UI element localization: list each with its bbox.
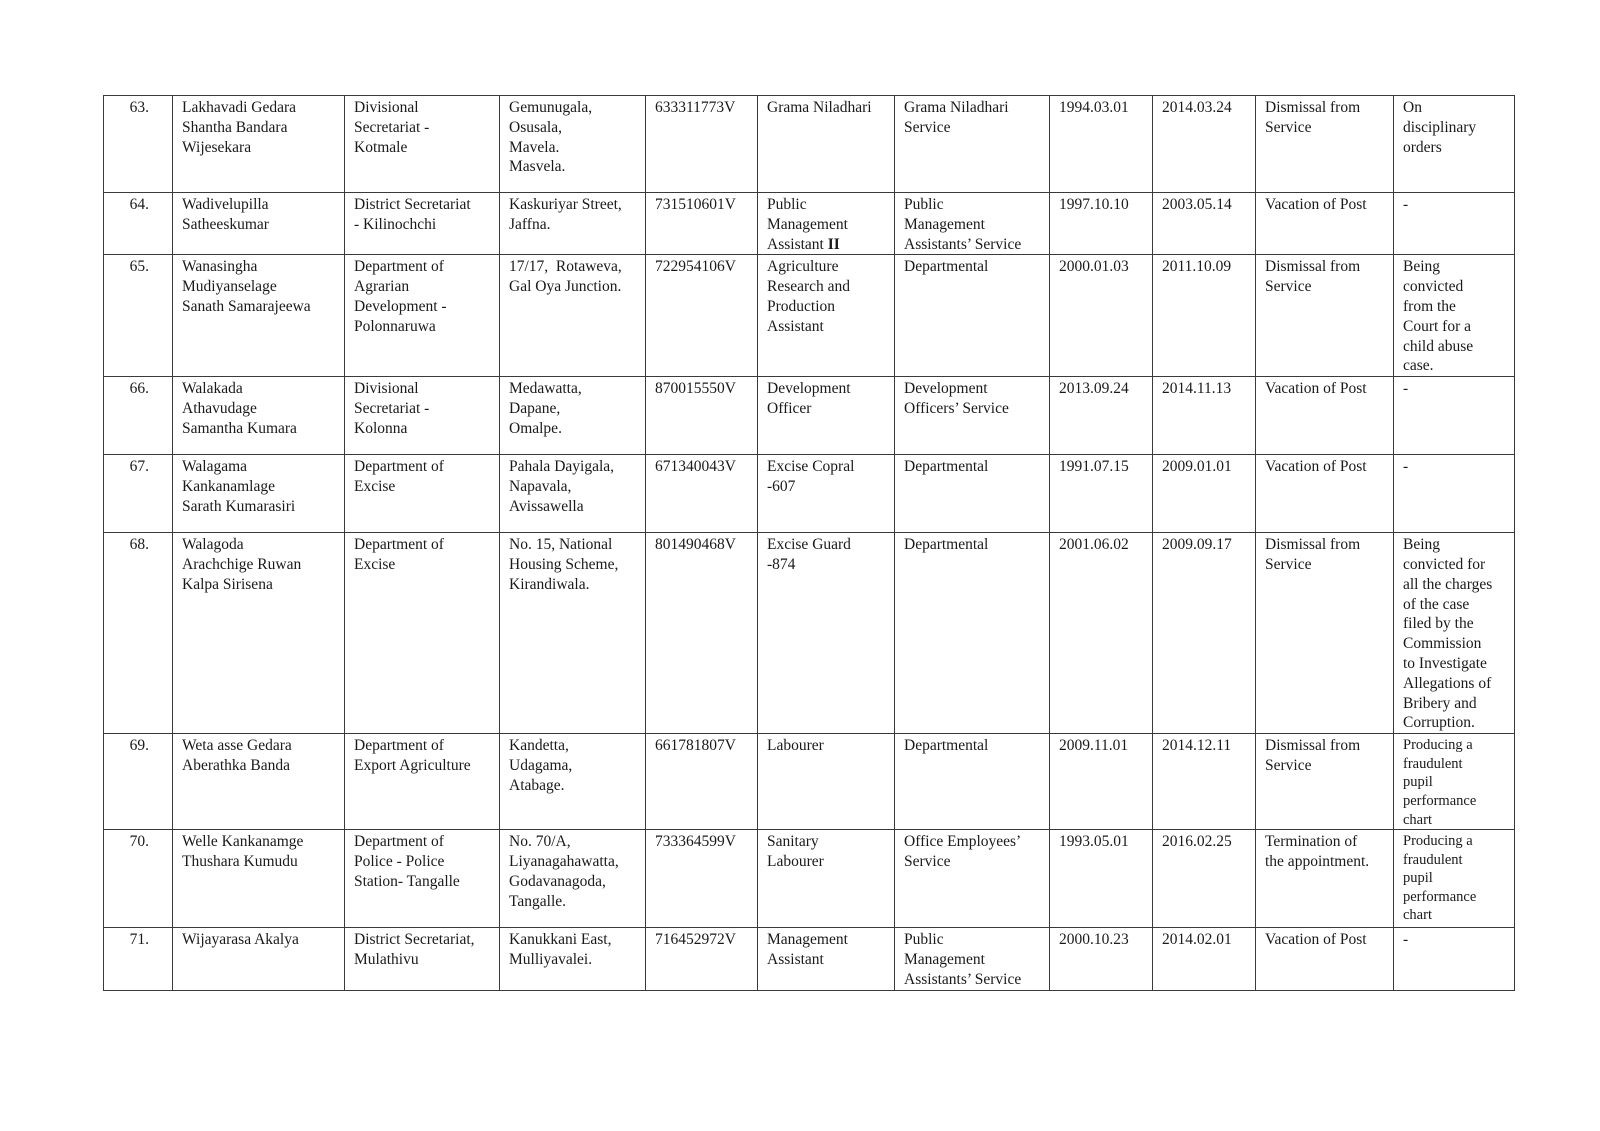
cell-line: Divisional [354,380,419,398]
cell-line: Pahala Dayigala, [509,458,615,476]
cell-line: Satheeskumar [182,215,269,233]
cell-line: Excise [354,477,396,495]
cell-line: -874 [767,555,796,573]
cell-line: Service [1265,555,1312,573]
cell-line: Agriculture [767,258,839,276]
cell-line: Departmental [904,258,989,276]
reason-cell [1394,928,1515,990]
action-cell [1256,255,1394,377]
cell-line: child abuse [1403,337,1474,355]
table-row [104,928,1515,990]
cell-line: Assistants’ Service [904,970,1022,988]
cell-line: chart [1403,811,1432,828]
cell-line: of the case [1403,595,1470,613]
cell-line: Producing a [1403,737,1473,754]
cell-line: fraudulent [1403,851,1463,868]
table-row [104,830,1515,928]
cell-line: Masvela. [509,158,566,176]
cell-line: Mavela. [509,138,560,156]
service-cell [895,96,1050,193]
nic-cell: 633311773V [646,96,758,193]
cell-line: Agrarian [354,278,410,296]
cell-line: Production [767,297,836,315]
cell-line: Atabage. [509,776,565,794]
cell-line: Udagama, [509,756,573,774]
cell-line: Kirandiwala. [509,575,590,593]
cell-line: Kankanamlage [182,477,275,495]
cell-line: Mudiyanselage [182,278,277,296]
name-cell [173,533,345,734]
effective-date-cell: 2014.03.24 [1153,96,1256,193]
reason-cell [1394,255,1515,377]
office-cell [345,830,500,928]
cell-line: Department of [354,737,444,755]
row-number-cell: 71. [104,928,173,990]
cell-line: Secretariat - [354,399,430,417]
appointment-date-cell: 2013.09.24 [1050,377,1153,455]
office-cell [345,928,500,990]
records-table [103,95,1515,991]
reason-cell [1394,455,1515,533]
cell-line: Secretariat - [354,118,430,136]
office-cell [345,734,500,830]
cell-line: Avissawella [509,497,584,515]
cell-line: from the [1403,297,1456,315]
name-cell [173,830,345,928]
cell-line: Excise [354,555,396,573]
cell-line: Department of [354,258,444,276]
cell-line: Departmental [904,458,989,476]
cell-line: - [1403,931,1409,949]
cell-line: Assistant [767,950,824,968]
table-row [104,255,1515,377]
action-cell [1256,193,1394,255]
cell-line: Department of [354,536,444,554]
action-cell [1256,734,1394,830]
cell-line: Medawatta, [509,380,582,398]
nic-cell: 731510601V [646,193,758,255]
cell-line: Tangalle. [509,892,567,910]
effective-date-cell: 2014.02.01 [1153,928,1256,990]
cell-line: Labourer [767,852,824,870]
effective-date-cell: 2014.11.13 [1153,377,1256,455]
cell-line: Service [904,852,951,870]
cell-line: Being [1403,536,1441,554]
action-cell [1256,928,1394,990]
cell-line: Office Employees’ [904,833,1022,851]
cell-line: convicted [1403,278,1464,296]
document-page [103,95,1514,991]
cell-line: Commission [1403,635,1482,653]
office-cell [345,255,500,377]
cell-line: Officers’ Service [904,399,1009,417]
effective-date-cell: 2009.09.17 [1153,533,1256,734]
cell-line: orders [1403,138,1442,156]
row-number-cell: 64. [104,193,173,255]
reason-cell [1394,830,1515,928]
cell-line: fraudulent [1403,755,1463,772]
cell-line: No. 15, National [509,536,613,554]
reason-cell [1394,533,1515,734]
cell-line: Godavanagoda, [509,872,606,890]
cell-line: Wadivelupilla [182,196,269,213]
cell-line: Allegations of [1403,674,1492,692]
address-cell [500,533,646,734]
cell-line: No. 70/A, [509,833,571,851]
cell-line: convicted for [1403,555,1486,573]
cell-line: Public [904,196,944,213]
action-cell [1256,830,1394,928]
effective-date-cell: 2016.02.25 [1153,830,1256,928]
cell-line: Gemunugala, [509,99,593,116]
table-row [104,734,1515,830]
cell-line: Kandetta, [509,737,569,755]
cell-line: performance [1403,792,1477,809]
cell-line: all the charges [1403,575,1493,593]
cell-line: - Kilinochchi [354,215,437,233]
cell-line: Department of [354,458,444,476]
cell-line: Assistant II [767,235,840,253]
action-cell [1256,96,1394,193]
cell-line: Wanasingha [182,258,258,276]
cell-line: Osusala, [509,118,562,136]
cell-line: Service [904,118,951,136]
cell-line: Department of [354,833,444,851]
cell-line: Dismissal from [1265,737,1361,755]
cell-line: Vacation of Post [1265,931,1367,949]
cell-line: Management [767,215,848,233]
nic-cell: 661781807V [646,734,758,830]
cell-line: Vacation of Post [1265,380,1367,398]
cell-line: Napavala, [509,477,572,495]
name-cell [173,928,345,990]
cell-line: Service [1265,278,1312,296]
cell-line: Export Agriculture [354,756,471,774]
cell-line: Mulathivu [354,950,419,968]
cell-line: the appointment. [1265,852,1370,870]
cell-line: Vacation of Post [1265,196,1367,213]
nic-cell: 671340043V [646,455,758,533]
cell-line: Sanitary [767,833,819,851]
cell-line: - [1403,196,1409,213]
appointment-date-cell: 2009.11.01 [1050,734,1153,830]
cell-line: case. [1403,357,1434,375]
cell-line: Mulliyavalei. [509,950,593,968]
table-row [104,533,1515,734]
cell-line: Research and [767,278,851,296]
row-number-cell: 69. [104,734,173,830]
reason-cell [1394,193,1515,255]
service-cell [895,193,1050,255]
cell-line: On [1403,99,1422,116]
cell-line: Welle Kankanamge [182,833,304,851]
address-cell [500,455,646,533]
cell-line: Bribery and [1403,694,1477,712]
row-number-cell: 70. [104,830,173,928]
service-cell [895,928,1050,990]
cell-line: Dismissal from [1265,258,1361,276]
reason-cell [1394,96,1515,193]
cell-line: Development [904,380,988,398]
cell-line: Arachchige Ruwan [182,555,302,573]
appointment-date-cell: 1997.10.10 [1050,193,1153,255]
cell-line: Gal Oya Junction. [509,278,622,296]
address-cell [500,734,646,830]
cell-line: Walakada [182,380,243,398]
cell-line: disciplinary [1403,118,1477,136]
address-cell [500,96,646,193]
action-cell [1256,533,1394,734]
nic-cell: 733364599V [646,830,758,928]
cell-line: Athavudage [182,399,257,417]
name-cell [173,377,345,455]
address-cell [500,193,646,255]
row-number-cell: 68. [104,533,173,734]
name-cell [173,193,345,255]
cell-line: Service [1265,118,1312,136]
cell-line: Assistant [767,317,824,335]
cell-line: pupil [1403,774,1433,791]
cell-line: District Secretariat, [354,931,475,949]
cell-line: pupil [1403,870,1433,887]
cell-line: Vacation of Post [1265,458,1367,476]
appointment-date-cell: 1994.03.01 [1050,96,1153,193]
cell-line: Dapane, [509,399,561,417]
cell-line: Development [767,380,851,398]
service-cell [895,533,1050,734]
cell-line: Walagoda [182,536,244,554]
cell-line: Kalpa Sirisena [182,575,273,593]
office-cell [345,96,500,193]
cell-line: - [1403,380,1409,398]
cell-line: Divisional [354,99,419,116]
cell-line: Management [904,215,985,233]
cell-line: Wijayarasa Akalya [182,931,299,949]
appointment-date-cell: 1993.05.01 [1050,830,1153,928]
name-cell [173,455,345,533]
row-number-cell: 67. [104,455,173,533]
post-cell [758,377,895,455]
service-cell [895,734,1050,830]
cell-line: Grama Niladhari [767,99,872,116]
appointment-date-cell: 2000.10.23 [1050,928,1153,990]
post-cell [758,96,895,193]
effective-date-cell: 2003.05.14 [1153,193,1256,255]
cell-line: Public [904,931,944,949]
cell-line: Station- Tangalle [354,872,460,890]
reason-cell [1394,734,1515,830]
cell-line: Development - [354,297,447,315]
cell-line: Thushara Kumudu [182,852,298,870]
service-cell [895,377,1050,455]
cell-line: Kaskuriyar Street, [509,196,622,213]
service-cell [895,255,1050,377]
cell-line: chart [1403,907,1432,924]
cell-line: Shantha Bandara [182,118,288,136]
cell-line: Liyanagahawatta, [509,852,619,870]
service-cell [895,830,1050,928]
address-cell [500,830,646,928]
cell-line: filed by the [1403,615,1474,633]
cell-line: Public [767,196,807,213]
cell-line: Producing a [1403,833,1473,850]
cell-line: District Secretariat [354,196,471,213]
address-cell [500,255,646,377]
row-number-cell: 63. [104,96,173,193]
cell-line: Departmental [904,737,989,755]
cell-line: Labourer [767,737,824,755]
cell-line: - [1403,458,1409,476]
row-number-cell: 65. [104,255,173,377]
appointment-date-cell: 1991.07.15 [1050,455,1153,533]
name-cell [173,96,345,193]
cell-line: Jaffna. [509,215,551,233]
office-cell [345,533,500,734]
cell-line: Walagama [182,458,248,476]
table-row [104,193,1515,255]
cell-line: 17/17, Rotaweva, [509,258,622,276]
cell-line: Management [904,950,985,968]
cell-line: Departmental [904,536,989,554]
table-row [104,96,1515,193]
cell-line: Kolonna [354,419,408,437]
service-cell [895,455,1050,533]
nic-cell: 716452972V [646,928,758,990]
cell-line: Service [1265,756,1312,774]
cell-line: Sanath Samarajeewa [182,297,311,315]
effective-date-cell: 2014.12.11 [1153,734,1256,830]
cell-line: Police - Police [354,852,445,870]
cell-line: Weta asse Gedara [182,737,292,755]
action-cell [1256,377,1394,455]
cell-line: Grama Niladhari [904,99,1009,116]
table-row [104,377,1515,455]
action-cell [1256,455,1394,533]
cell-line: Management [767,931,848,949]
cell-line: Corruption. [1403,714,1475,732]
nic-cell: 801490468V [646,533,758,734]
cell-line: -607 [767,477,796,495]
effective-date-cell: 2009.01.01 [1153,455,1256,533]
appointment-date-cell: 2001.06.02 [1050,533,1153,734]
cell-line: Officer [767,399,812,417]
cell-line: performance [1403,888,1477,905]
address-cell [500,377,646,455]
cell-line: Dismissal from [1265,536,1361,554]
cell-line: Lakhavadi Gedara [182,99,297,116]
cell-line: Sarath Kumarasiri [182,497,296,515]
post-cell [758,533,895,734]
cell-line: Excise Guard [767,536,851,554]
cell-line: Being [1403,258,1441,276]
cell-line: to Investigate [1403,654,1487,672]
cell-line: Polonnaruwa [354,317,436,335]
post-cell [758,734,895,830]
nic-cell: 870015550V [646,377,758,455]
cell-line: Wijesekara [182,138,252,156]
cell-line: Assistants’ Service [904,235,1022,253]
office-cell [345,193,500,255]
cell-line: Termination of [1265,833,1358,851]
cell-line: Samantha Kumara [182,419,297,437]
post-cell [758,193,895,255]
post-cell [758,455,895,533]
appointment-date-cell: 2000.01.03 [1050,255,1153,377]
row-number-cell: 66. [104,377,173,455]
effective-date-cell: 2011.10.09 [1153,255,1256,377]
reason-cell [1394,377,1515,455]
cell-line: Excise Copral [767,458,855,476]
name-cell [173,734,345,830]
post-cell [758,255,895,377]
office-cell [345,455,500,533]
table-row [104,455,1515,533]
office-cell [345,377,500,455]
address-cell [500,928,646,990]
cell-line: Kotmale [354,138,408,156]
nic-cell: 722954106V [646,255,758,377]
name-cell [173,255,345,377]
cell-line: Aberathka Banda [182,756,291,774]
cell-line: Kanukkani East, [509,931,612,949]
cell-line: Court for a [1403,317,1472,335]
cell-line: Dismissal from [1265,99,1361,116]
cell-line: Housing Scheme, [509,555,619,573]
cell-line: Omalpe. [509,419,562,437]
post-cell [758,830,895,928]
post-cell [758,928,895,990]
